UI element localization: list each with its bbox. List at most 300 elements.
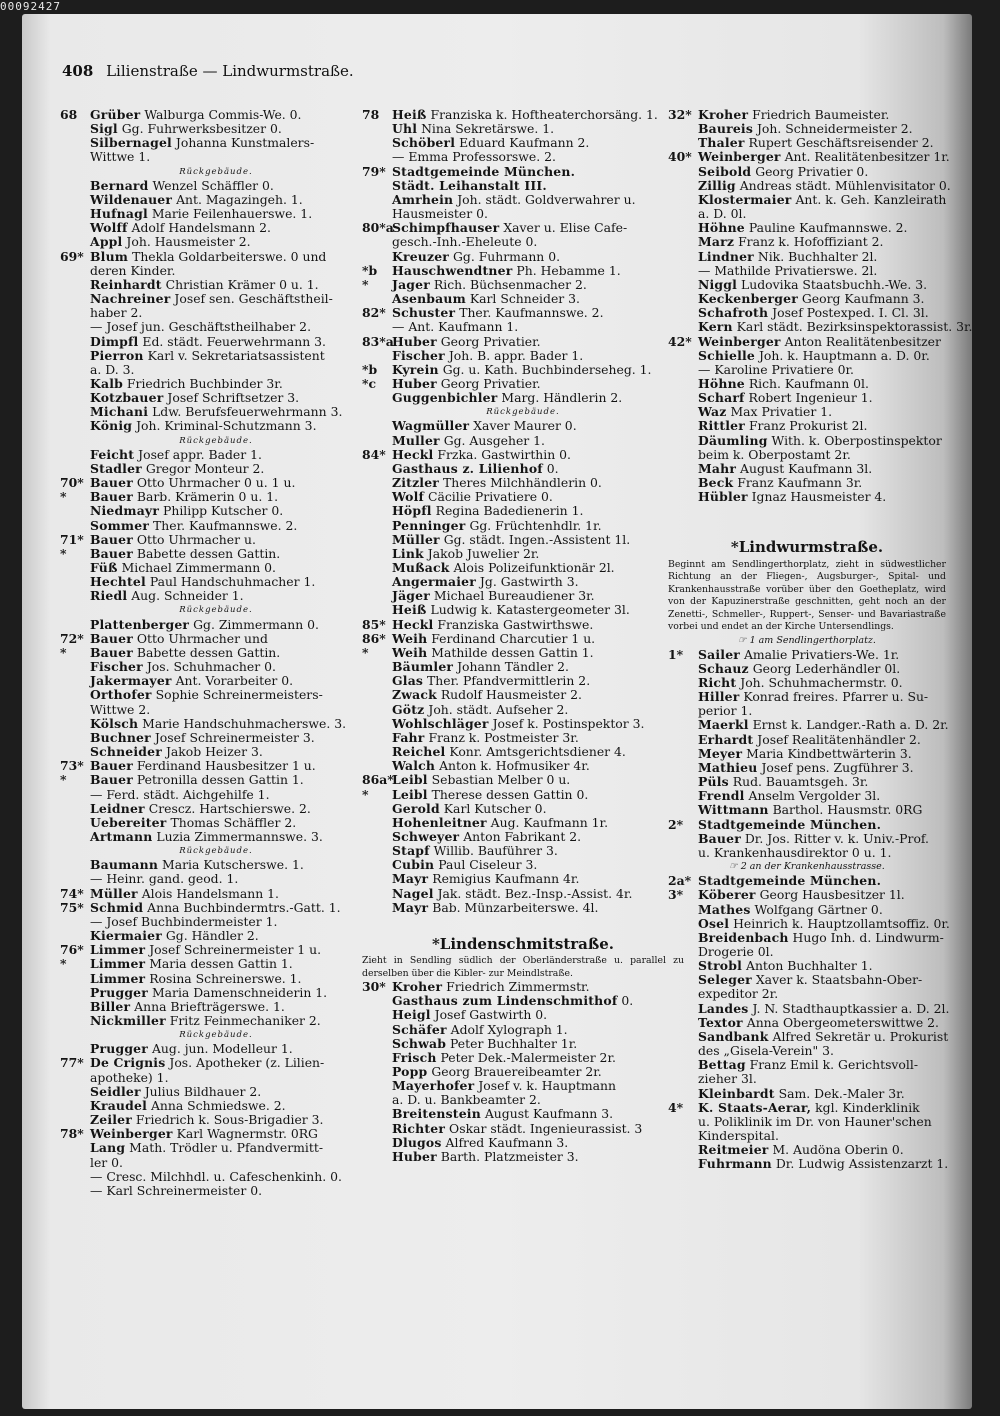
house-number: * (362, 786, 369, 802)
resident-details: Rud. Bauamtsgeh. 3r. (732, 774, 869, 790)
directory-entry (668, 832, 946, 846)
directory-entry (362, 901, 684, 915)
resident-details: Friedrich Baumeister. (752, 107, 890, 122)
resident-details: Jak. städt. Bez.-Insp.-Assist. 4r. (437, 885, 633, 901)
resident-surname: Glas (392, 673, 424, 689)
resident-details: Gg. städt. Ingen.-Assistent 1l. (443, 531, 631, 547)
directory-entry (60, 1141, 372, 1155)
resident-surname: Seidler (90, 1083, 141, 1099)
resident-surname: Grüber (90, 107, 141, 122)
house-number: 72* (60, 630, 84, 646)
resident-details: kgl. Kinderklinik (815, 1099, 920, 1115)
directory-entry (362, 448, 684, 462)
directory-entry (362, 1037, 684, 1051)
continuation-line: beim k. Oberpostamt 2r. (698, 446, 851, 462)
resident-surname: Kreuzer (392, 248, 450, 264)
resident-details: Anna Obergeometerswittwe 2. (746, 1014, 939, 1030)
directory-entry (668, 136, 946, 150)
resident-surname: Breitenstein (392, 1106, 481, 1122)
resident-details: Franz Kaufmann 3r. (737, 475, 863, 491)
directory-entry (60, 221, 372, 235)
resident-details: Alfred Kaufmann 3. (445, 1134, 569, 1150)
house-number: 86a* (362, 772, 394, 788)
directory-entry (60, 136, 372, 150)
resident-details: Eduard Kaufmann 2. (459, 135, 590, 151)
resident-surname: Cubin (392, 857, 435, 873)
house-number: 74* (60, 885, 84, 901)
directory-entry (668, 177, 951, 193)
directory-entry (362, 1079, 684, 1093)
directory-entry (60, 250, 372, 264)
resident-surname: Bauer (698, 830, 741, 846)
resident-surname: De Crignis (90, 1055, 166, 1071)
resident-details: Nik. Buchhalter 2l. (757, 248, 878, 264)
resident-surname: Hauschwendtner (392, 262, 513, 278)
resident-surname: Kraudel (90, 1097, 147, 1113)
resident-surname: Huber (392, 375, 437, 391)
resident-details: Ed. städt. Feuerwehrmann 3. (142, 333, 326, 349)
resident-details: Cäcilie Privatiere 0. (427, 489, 553, 505)
section-subheading: Rückgebäude. (179, 166, 253, 177)
resident-surname: Bauer (90, 489, 133, 505)
directory-entry (668, 648, 946, 662)
resident-surname: Silbernagel (90, 135, 172, 151)
resident-surname: Stadtgemeinde München. (392, 163, 576, 179)
resident-surname: Klostermaier (698, 191, 792, 207)
resident-details: Peter Dek.-Malermeister 2r. (440, 1049, 616, 1065)
spacer (668, 504, 946, 518)
resident-details: Anton Realitätenbesitzer (784, 333, 941, 349)
resident-surname: Bauer (90, 475, 133, 491)
resident-surname: Schwab (392, 1035, 447, 1051)
directory-entry (60, 335, 372, 349)
resident-details: Robert Ingenieur 1. (748, 390, 873, 406)
resident-surname: Gerold (392, 800, 440, 816)
continuation-line: u. Krankenhausdirektor 0 u. 1. (698, 844, 892, 860)
resident-surname: Landes (698, 1000, 749, 1016)
resident-surname: Sommer (90, 517, 150, 533)
resident-details: Ther. Kaufmannswe. 2. (153, 517, 298, 533)
directory-entry (668, 434, 946, 448)
resident-surname: Bauer (90, 545, 133, 561)
resident-surname: Mayr (392, 899, 429, 915)
resident-surname: Marz (698, 234, 735, 250)
house-number: 80*a (362, 220, 394, 236)
directory-entry (668, 1028, 949, 1044)
directory-entry (60, 618, 372, 632)
directory-entry (60, 122, 372, 136)
directory-entry (60, 1042, 372, 1056)
directory-entry (668, 959, 946, 973)
directory-entry (668, 319, 973, 335)
directory-entry (60, 901, 372, 915)
resident-surname: Huber (392, 333, 437, 349)
continuation-line: Wittwe 2. (90, 701, 151, 717)
directory-entry (362, 490, 684, 504)
resident-details: Ph. Hebamme 1. (516, 262, 621, 278)
resident-details: Ant. Magazingeh. 1. (176, 191, 303, 207)
directory-entry (362, 816, 684, 830)
directory-entry (668, 221, 946, 235)
house-number: *b (362, 361, 378, 377)
house-pointer: ☞ 1 am Sendlingerthorplatz. (738, 634, 876, 646)
directory-entry (60, 504, 372, 518)
directory-entry (362, 603, 684, 617)
resident-surname: Mußack (392, 560, 450, 575)
directory-entry (668, 1058, 946, 1072)
resident-surname: Keckenberger (698, 291, 798, 307)
resident-surname: Nagel (392, 885, 434, 901)
resident-surname: Reichel (392, 744, 446, 760)
column-1 (60, 108, 372, 1198)
resident-surname: Hohenleitner (392, 814, 487, 830)
resident-details: Amalie Privatiers-We. 1r. (743, 646, 900, 662)
directory-entry (362, 504, 684, 518)
resident-details: Josef sen. Geschäftstheil- (174, 291, 333, 307)
resident-details: Frzka. Gastwirthin 0. (437, 446, 571, 462)
resident-surname: Richter (392, 1120, 446, 1136)
directory-entry (362, 349, 684, 363)
street-heading: *Lindwurmstraße. (730, 538, 884, 557)
directory-entry (60, 533, 372, 547)
directory-entry (60, 207, 372, 221)
resident-surname: Breidenbach (698, 929, 789, 945)
resident-surname: Kiermaier (90, 928, 162, 944)
directory-entry (362, 434, 684, 448)
resident-surname: Bäumler (392, 659, 454, 675)
house-number: 2a* (668, 873, 692, 889)
resident-details: With. k. Oberpostinspektor (771, 432, 942, 448)
directory-entry (668, 278, 946, 292)
resident-surname: Hufnagl (90, 206, 148, 222)
resident-details: Regina Badedienerin 1. (435, 503, 584, 519)
resident-surname: Prugger (90, 1041, 148, 1057)
directory-entry (60, 377, 372, 391)
resident-surname: Kotzbauer (90, 390, 164, 406)
directory-entry (60, 745, 372, 759)
house-number: 1* (668, 646, 684, 662)
resident-details: Xaver Maurer 0. (473, 418, 577, 434)
resident-surname: Baureis (698, 121, 754, 137)
resident-surname: Köberer (698, 887, 756, 903)
continuation-line: — Mathilde Privatierswe. 2l. (698, 262, 878, 278)
directory-entry (362, 179, 684, 193)
directory-entry (362, 1065, 684, 1079)
directory-entry (362, 519, 684, 533)
directory-entry (362, 363, 684, 377)
resident-surname: Niedmayr (90, 503, 160, 519)
section-subheading: Rückgebäude. (179, 605, 253, 616)
house-number: *c (362, 375, 377, 391)
resident-surname: Bauer (90, 758, 133, 774)
house-number: * (60, 489, 67, 505)
directory-entry (60, 476, 372, 490)
directory-entry (60, 731, 372, 745)
resident-details: Wolfgang Gärtner 0. (754, 901, 883, 917)
resident-surname: Gasthaus zum Lindenschmithof (392, 993, 618, 1009)
resident-details: Johann Tändler 2. (457, 659, 569, 675)
house-number: * (60, 772, 67, 788)
directory-entry (362, 292, 684, 306)
resident-details: Pauline Kaufmannswe. 2. (748, 220, 908, 236)
directory-entry (362, 660, 684, 674)
resident-surname: Scharf (698, 390, 745, 406)
resident-details: Otto Uhrmacher und (136, 630, 268, 646)
resident-details: Anton Buchhalter 1. (746, 958, 873, 974)
house-number: 73* (60, 758, 84, 774)
resident-details: 0. (621, 993, 634, 1009)
resident-surname: Heigl (392, 1007, 431, 1023)
resident-details: Johanna Kunstmalers- (175, 135, 315, 151)
resident-surname: Feicht (90, 446, 135, 462)
resident-surname: Jäger (392, 588, 430, 604)
resident-details: Xaver u. Elise Cafe- (503, 220, 628, 236)
directory-entry (362, 858, 684, 872)
directory-entry (362, 264, 684, 278)
directory-entry (362, 377, 684, 391)
resident-details: Ludwig k. Katastergeometer 3l. (430, 602, 630, 618)
resident-details: Marie Handschuhmacherswe. 3. (142, 715, 347, 731)
resident-surname: Sandbank (698, 1028, 769, 1044)
resident-surname: Mahr (698, 460, 737, 476)
resident-details: Gg. Ausgeher 1. (443, 432, 545, 448)
directory-entry (668, 149, 950, 165)
continuation-line: expeditor 2r. (698, 986, 779, 1002)
resident-surname: Limmer (90, 970, 146, 986)
directory-entry (362, 759, 684, 773)
resident-details: Ernst k. Landger.-Rath a. D. 2r. (752, 717, 949, 733)
directory-entry (668, 761, 946, 775)
directory-entry (362, 646, 684, 660)
directory-entry (60, 547, 372, 561)
resident-details: Franziska Gastwirthswe. (437, 616, 594, 632)
resident-surname: Muller (392, 432, 440, 448)
resident-surname: Leidner (90, 800, 145, 816)
resident-surname: Bauer (90, 644, 133, 660)
directory-entry (668, 690, 946, 704)
resident-surname: Müller (90, 885, 138, 901)
resident-details: Aug. jun. Modelleur 1. (151, 1041, 293, 1057)
resident-surname: Höpfl (392, 503, 432, 519)
resident-details: Joh. städt. Aufseher 2. (428, 701, 569, 717)
resident-surname: Dimpfl (90, 333, 139, 349)
resident-surname: Buchner (90, 729, 151, 745)
directory-entry (60, 660, 372, 674)
house-number: 84* (362, 446, 386, 462)
resident-details: Georg Brauereibeamter 2r. (431, 1064, 602, 1079)
resident-surname: Uebereiter (90, 814, 167, 830)
resident-surname: Richt (698, 675, 737, 690)
resident-details: Franz Emil k. Gerichtsvoll- (749, 1057, 919, 1073)
resident-details: Barth. Platzmeister 3. (440, 1148, 579, 1164)
resident-surname: Hiller (698, 689, 740, 705)
directory-entry (668, 789, 946, 803)
directory-entry (60, 688, 372, 702)
resident-surname: Schafroth (698, 305, 769, 321)
resident-surname: Uhl (392, 121, 418, 137)
resident-surname: Frisch (392, 1049, 437, 1065)
resident-details: Jg. Gastwirth 3. (479, 574, 579, 590)
directory-entry (60, 1127, 372, 1141)
resident-details: Rich. Büchsenmacher 2. (433, 276, 587, 292)
resident-surname: Schweyer (392, 828, 460, 844)
resident-details: Josef Schriftsetzer 3. (167, 390, 300, 406)
directory-entry (60, 575, 372, 589)
continuation-line: — Josef jun. Geschäftstheilhaber 2. (90, 319, 312, 335)
resident-surname: Fuhrmann (698, 1156, 772, 1172)
directory-entry (60, 391, 372, 405)
resident-details: Georg Kaufmann 3. (801, 291, 925, 307)
continuation-line: — Ferd. städt. Aichgehilfe 1. (90, 786, 270, 802)
continuation-line: Hausmeister 0. (392, 206, 488, 222)
resident-details: Anna Buchbindermtrs.-Gatt. 1. (147, 899, 341, 915)
resident-details: Alfred Sekretär u. Prokurist (772, 1028, 949, 1044)
resident-details: Ant. Realitätenbesitzer 1r. (784, 149, 950, 165)
resident-surname: Götz (392, 701, 425, 717)
resident-details: Gg. Früchtenhdlr. 1r. (469, 517, 602, 533)
directory-entry (362, 703, 684, 717)
directory-entry (668, 973, 946, 987)
scan-id: 00092427 (0, 0, 61, 13)
resident-details: Thomas Schäffler 2. (170, 814, 297, 830)
house-number: 83*a (362, 333, 394, 349)
resident-surname: Limmer (90, 942, 146, 958)
resident-surname: Stadtgemeinde München. (698, 816, 882, 832)
resident-details: Franziska k. Hoftheaterchorsäng. 1. (430, 107, 658, 122)
continuation-line: des „Gisela-Verein" 3. (698, 1043, 834, 1059)
resident-details: Georg Privatier 0. (755, 163, 869, 179)
resident-details: Max Privatier 1. (730, 404, 833, 420)
resident-details: Joh. Kriminal-Schutzmann 3. (136, 418, 317, 434)
directory-entry (668, 122, 946, 136)
resident-details: Hugo Inh. d. Lindwurm- (792, 929, 944, 945)
resident-surname: Wittmann (698, 802, 769, 818)
resident-surname: Zitzler (392, 475, 440, 491)
spacer (668, 518, 946, 532)
resident-details: Paul Ciseleur 3. (438, 857, 538, 873)
resident-details: Gregor Monteur 2. (145, 460, 265, 476)
resident-details: Ludovika Staatsbuchh.-We. 3. (741, 276, 928, 292)
directory-entry (60, 405, 372, 419)
directory-entry (362, 476, 684, 490)
resident-surname: Stadler (90, 460, 142, 476)
continuation-line: apotheke) 1. (90, 1069, 169, 1085)
resident-surname: Wolff (90, 220, 128, 236)
resident-details: Alois Handelsmann 1. (141, 885, 279, 901)
resident-details: Jos. Schuhmacher 0. (146, 659, 276, 675)
directory-entry (362, 1107, 684, 1121)
resident-surname: Schöberl (392, 135, 456, 151)
directory-entry (362, 391, 684, 405)
resident-details: Michael Zimmermann 0. (121, 560, 276, 575)
house-number: * (60, 956, 67, 972)
resident-surname: Kyrein (392, 361, 439, 377)
directory-entry (668, 747, 946, 761)
resident-details: Josef Gastwirth 0. (434, 1007, 548, 1023)
house-number: * (60, 644, 67, 660)
resident-surname: Nachreiner (90, 291, 171, 307)
resident-details: Josef k. Postinspektor 3. (492, 715, 645, 731)
directory-entry (362, 306, 684, 320)
resident-details: Theres Milchhändlerin 0. (442, 475, 602, 491)
resident-surname: Sigl (90, 121, 118, 137)
resident-details: Josef Postexped. I. Cl. 3l. (772, 305, 929, 321)
resident-surname: Zwack (392, 687, 437, 703)
resident-surname: Wohlschläger (392, 715, 489, 731)
directory-entry (60, 1113, 372, 1127)
directory-entry (668, 775, 946, 789)
resident-details: Anton Fabrikant 2. (463, 828, 582, 844)
resident-surname: Schäfer (392, 1021, 447, 1037)
resident-surname: Riedl (90, 588, 128, 604)
resident-details: Anna Briefträgerswe. 1. (134, 998, 285, 1014)
section-subheading: Rückgebäude. (179, 435, 253, 446)
resident-surname: Seleger (698, 972, 752, 988)
resident-details: Rudolf Hausmeister 2. (440, 687, 582, 703)
directory-entry (362, 547, 684, 561)
directory-entry (60, 462, 372, 476)
resident-details: Joh. städt. Goldverwahrer u. (457, 191, 636, 207)
page-title: Lilienstraße — Lindwurmstraße. (106, 62, 354, 80)
resident-surname: Baumann (90, 857, 159, 873)
resident-surname: Heckl (392, 616, 434, 632)
resident-surname: Weinberger (698, 149, 781, 165)
directory-entry (60, 349, 372, 363)
resident-details: Franz Prokurist 2l. (748, 418, 868, 434)
resident-surname: Mayr (392, 871, 429, 887)
directory-entry (362, 335, 684, 349)
resident-details: Luzia Zimmermannswe. 3. (156, 828, 323, 844)
resident-details: Thekla Goldarbeiterswe. 0 und (132, 248, 327, 264)
directory-entry (668, 391, 946, 405)
resident-surname: Wolf (392, 489, 425, 505)
resident-details: Christian Krämer 0 u. 1. (165, 276, 319, 292)
resident-details: Josef Schreinermeister 1 u. (149, 942, 322, 958)
directory-entry (362, 136, 684, 150)
resident-details: Josef v. k. Hauptmann (478, 1078, 616, 1094)
resident-details: Therese dessen Gattin 0. (431, 786, 589, 802)
continuation-line: u. Poliklinik im Dr. von Hauner'schen (698, 1113, 932, 1129)
resident-details: Ant. Vorarbeiter 0. (175, 673, 294, 689)
resident-details: Joh. Schneidermeister 2. (756, 121, 913, 137)
resident-surname: Beck (698, 475, 734, 491)
directory-entry (668, 1016, 946, 1030)
resident-surname: Höhne (698, 375, 745, 391)
resident-details: Adolf Xylograph 1. (450, 1021, 568, 1037)
house-number: 70* (60, 475, 84, 491)
resident-details: Karl Schneider 3. (469, 291, 580, 307)
directory-entry (60, 943, 372, 957)
directory-entry (60, 957, 372, 971)
directory-entry (668, 1101, 946, 1115)
directory-entry (362, 745, 684, 759)
resident-surname: Penninger (392, 517, 466, 533)
directory-entry (362, 561, 684, 575)
continuation-line: a. D. u. Bankbeamter 2. (392, 1092, 541, 1108)
directory-entry (668, 108, 946, 122)
house-number: 86* (362, 630, 386, 646)
directory-entry (60, 292, 372, 306)
column-3 (668, 107, 973, 1172)
directory-entry (668, 915, 950, 931)
directory-entry (362, 589, 684, 603)
directory-entry (362, 221, 684, 235)
resident-surname: Leibl (392, 786, 428, 802)
resident-details: Oskar städt. Ingenieurassist. 3 (449, 1120, 643, 1136)
house-number: 30* (362, 979, 386, 995)
directory-entry (362, 773, 684, 787)
house-number: 85* (362, 616, 386, 632)
